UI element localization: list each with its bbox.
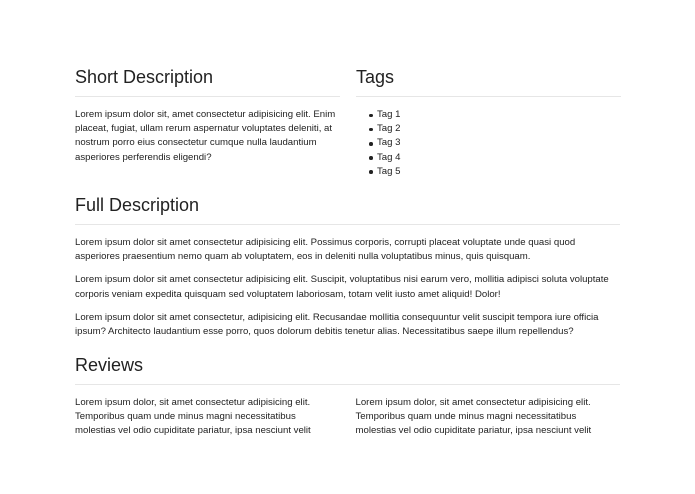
reviews-section <box>75 354 620 439</box>
reviews-row <box>75 396 620 439</box>
tags-section <box>356 66 621 179</box>
review-text: Lorem ipsum dolor, sit amet consectetur adipisicing elit. Temporibus quam unde minus magni necessitatibus molestias vel odio cupiditate pariatur, ipsa nesciunt velit <box>355 397 592 437</box>
full-description-paragraph: Lorem ipsum dolor sit amet consectetur adipisicing elit. Suscipit, voluptatibus nisi earum vero, mollitia adipisci soluta voluptate corporis veniam expedita quisquam sed voluptatem laboriosam, totam velit iusto amet aliquid! Dolor! <box>75 274 609 300</box>
short-description-heading: Short Description <box>75 66 340 97</box>
tag-item: Tag 5 <box>377 165 621 179</box>
reviews-heading: Reviews <box>75 354 620 385</box>
tags-heading: Tags <box>356 66 621 97</box>
full-description-section <box>75 194 620 339</box>
review-item <box>75 396 340 439</box>
review-item <box>356 396 621 439</box>
top-section <box>75 66 621 179</box>
tags-list <box>364 108 621 179</box>
full-description-paragraph: Lorem ipsum dolor sit amet consectetur, adipisicing elit. Recusandae mollitia consequuntur velit suscipit tempora iure officia ipsum? Architecto laudantium esse porro, quos dolorum debitis tenetur alias. Necessitatibus saepe illum repellendus? <box>75 311 599 338</box>
tag-item: Tag 4 <box>377 151 621 165</box>
tag-item: Tag 2 <box>377 122 621 136</box>
tag-item: Tag 1 <box>377 108 621 122</box>
short-description-section <box>75 66 340 179</box>
tag-item: Tag 3 <box>377 136 621 150</box>
full-description-heading: Full Description <box>75 194 620 225</box>
review-text: Lorem ipsum dolor, sit amet consectetur adipisicing elit. Temporibus quam unde minus magni necessitatibus molestias vel odio cupiditate pariatur, ipsa nesciunt velit <box>75 397 311 437</box>
short-description-text: Lorem ipsum dolor sit, amet consectetur adipisicing elit. Enim placeat, fugiat, ullam rerum aspernatur voluptates deleniti, at nostrum porro eius consectetur cumque nulla laudantium asperiores perferendis eligendi? <box>75 109 336 163</box>
full-description-paragraph: Lorem ipsum dolor sit amet consectetur adipisicing elit. Possimus corporis, corrupti placeat voluptate unde quasi quod asperiores praesentium nemo quam ab voluptatem, eos in deleniti nulla voluptatibus minus, quis quisquam. <box>75 237 576 263</box>
